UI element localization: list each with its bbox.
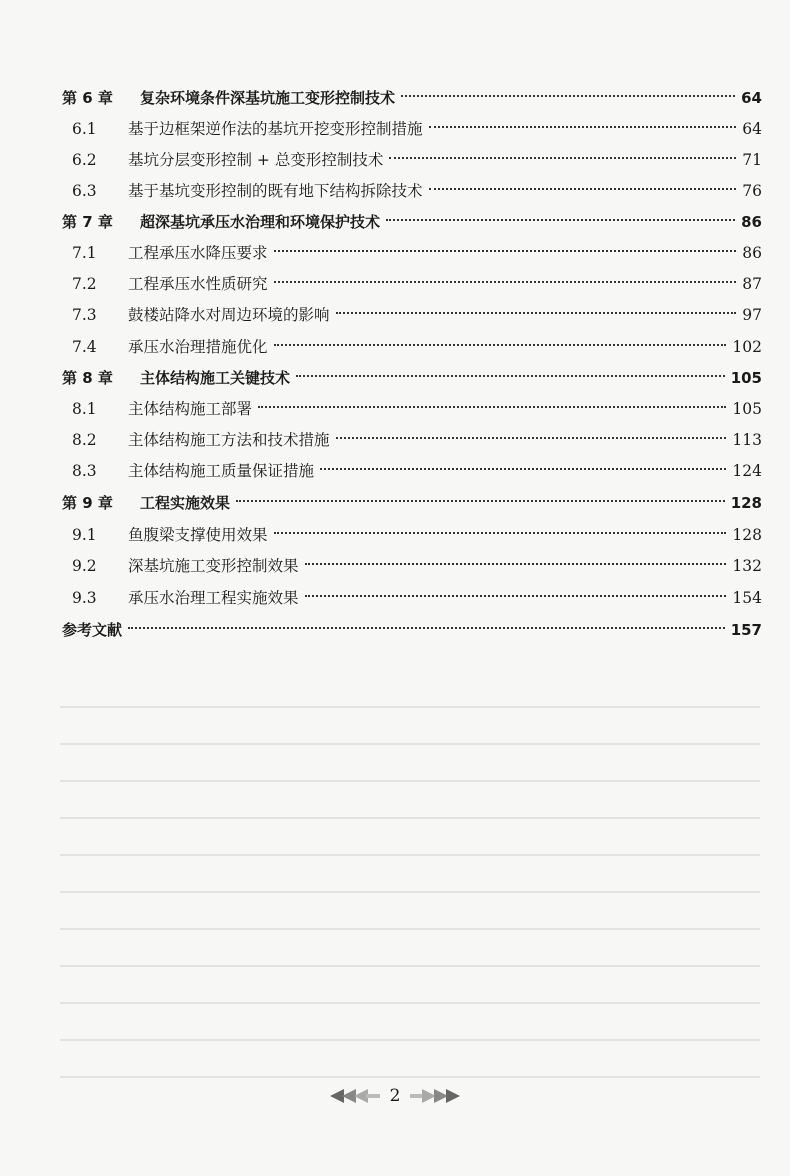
toc-title: 基于边框架逆作法的基坑开挖变形控制措施: [128, 120, 423, 138]
toc-section-8-1: [72, 397, 762, 421]
dot-leader: [128, 627, 725, 629]
toc-page: 102: [732, 338, 762, 356]
toc-number: 9.1: [72, 526, 97, 544]
toc-title: 工程承压水降压要求: [128, 244, 268, 262]
toc-section-7-2: [72, 272, 762, 296]
toc-section-7-3: [72, 303, 762, 327]
toc-section-9-3: [72, 586, 762, 610]
toc-title: 工程实施效果: [140, 494, 231, 512]
toc-page: 64: [741, 89, 762, 107]
dot-leader: [336, 312, 737, 314]
dot-leader: [305, 563, 727, 565]
toc-chapter-8: [62, 366, 762, 390]
toc-section-7-1: [72, 241, 762, 265]
toc-number: 7.2: [72, 275, 97, 293]
toc-page: 64: [742, 120, 762, 138]
right-arrow-ornament-icon: [410, 1089, 460, 1103]
left-arrow-ornament-icon: [330, 1089, 380, 1103]
dot-leader: [274, 281, 737, 283]
toc-title: 主体结构施工方法和技术措施: [128, 431, 330, 449]
toc-number: 7.3: [72, 306, 97, 324]
toc-number: 8.1: [72, 400, 97, 418]
toc-page: 105: [732, 400, 762, 418]
toc-title: 复杂环境条件深基坑施工变形控制技术: [140, 89, 396, 107]
toc-number: 6.3: [72, 182, 97, 200]
dot-leader: [274, 532, 727, 534]
toc-number: 8.3: [72, 462, 97, 480]
toc-title: 承压水治理工程实施效果: [128, 589, 299, 607]
toc-page: 86: [741, 213, 762, 231]
dot-leader: [401, 95, 735, 97]
dot-leader: [429, 188, 737, 190]
toc-number: 9.2: [72, 557, 97, 575]
dot-leader: [429, 126, 737, 128]
toc-title: 超深基坑承压水治理和环境保护技术: [140, 213, 381, 231]
dot-leader: [320, 468, 726, 470]
bleed-through-shadow: [60, 680, 760, 1100]
toc-page: 113: [732, 431, 762, 449]
toc-page: 132: [732, 557, 762, 575]
toc-title: 深基坑施工变形控制效果: [128, 557, 299, 575]
toc-title: 工程承压水性质研究: [128, 275, 268, 293]
toc-title: 参考文献: [62, 621, 123, 639]
toc-page: 86: [742, 244, 762, 262]
toc-section-8-3: [72, 459, 762, 483]
dot-leader: [274, 344, 727, 346]
toc-section-7-4: [72, 335, 762, 359]
toc-page: 124: [732, 462, 762, 480]
toc-chapter-7: [62, 210, 762, 234]
toc-number: 6.1: [72, 120, 97, 138]
toc-number: 第 6 章: [62, 89, 113, 107]
dot-leader: [305, 595, 727, 597]
toc-number: 第 7 章: [62, 213, 113, 231]
toc-page: 105: [730, 369, 762, 387]
toc-number: 7.1: [72, 244, 97, 262]
dot-leader: [258, 406, 726, 408]
toc-title: 主体结构施工关键技术: [140, 369, 291, 387]
toc-section-9-1: [72, 523, 762, 547]
toc-section-6-2: [72, 148, 762, 172]
dot-leader: [386, 219, 735, 221]
toc-page: 157: [730, 621, 762, 639]
toc-number: 6.2: [72, 151, 97, 169]
dot-leader: [336, 437, 727, 439]
toc-title: 鼓楼站降水对周边环境的影响: [128, 306, 330, 324]
toc-page: 154: [732, 589, 762, 607]
toc-number: 第 8 章: [62, 369, 113, 387]
toc-chapter-9: [62, 491, 762, 515]
toc-title: 承压水治理措施优化: [128, 338, 268, 356]
toc-references: [62, 618, 762, 642]
toc-title: 主体结构施工部署: [128, 400, 253, 418]
toc-section-6-1: [72, 117, 762, 141]
dot-leader: [389, 157, 736, 159]
toc-page: 128: [730, 494, 762, 512]
toc-page: 128: [732, 526, 762, 544]
toc-chapter-6: [62, 86, 762, 110]
dot-leader: [296, 375, 725, 377]
toc-title: 基于基坑变形控制的既有地下结构拆除技术: [128, 182, 423, 200]
toc-number: 8.2: [72, 431, 97, 449]
toc-page: 76: [742, 182, 762, 200]
toc-number: 7.4: [72, 338, 97, 356]
toc-title: 基坑分层变形控制 + 总变形控制技术: [128, 151, 384, 169]
toc-page: 71: [742, 151, 762, 169]
dot-leader: [274, 250, 737, 252]
toc-section-6-3: [72, 179, 762, 203]
toc-section-8-2: [72, 428, 762, 452]
toc-title: 主体结构施工质量保证措施: [128, 462, 315, 480]
toc-page: 97: [742, 306, 762, 324]
toc-number: 第 9 章: [62, 494, 113, 512]
toc-title: 鱼腹梁支撑使用效果: [128, 526, 268, 544]
page-number: 2: [389, 1086, 401, 1106]
page-footer: [0, 1086, 790, 1106]
toc-number: 9.3: [72, 589, 97, 607]
toc-page: 87: [742, 275, 762, 293]
toc-section-9-2: [72, 554, 762, 578]
dot-leader: [236, 500, 725, 502]
